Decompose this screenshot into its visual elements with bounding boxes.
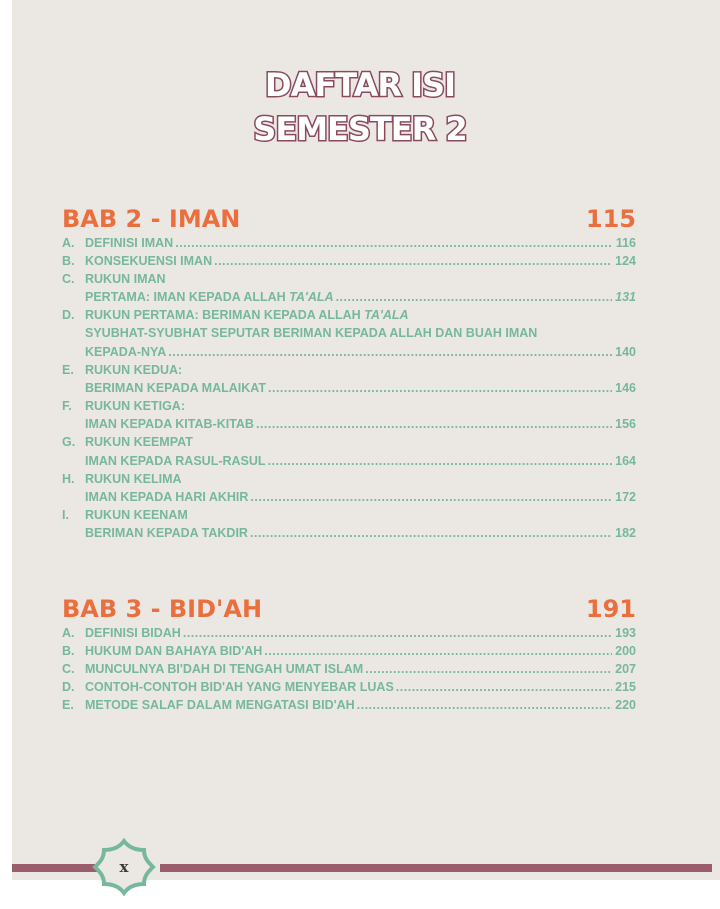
entry-title: RUKUN KEDUA: — [85, 363, 183, 377]
entry-title: RUKUN KETIGA: — [85, 399, 185, 413]
dot-leader — [250, 524, 612, 542]
dot-leader — [396, 678, 612, 696]
entry-title: BERIMAN KEPADA MALAIKAT — [85, 381, 267, 395]
entry-title-italic: TA'ALA — [289, 290, 334, 304]
entry-page: 131 — [615, 290, 636, 304]
entry-page: 215 — [615, 680, 636, 694]
dot-leader — [183, 624, 612, 642]
toc-entry[interactable] — [62, 397, 636, 415]
chapter-heading — [62, 204, 636, 234]
toc-entry[interactable] — [85, 288, 636, 306]
page-title: DAFTAR ISI — [265, 66, 455, 104]
page-number: x — [119, 858, 129, 876]
dot-leader — [268, 379, 612, 397]
entry-title-italic: TA'ALA — [364, 308, 409, 322]
toc-entry[interactable] — [85, 343, 636, 361]
entry-title: RUKUN KEEMPAT — [85, 435, 193, 449]
toc-entry[interactable] — [85, 452, 636, 470]
entry-page: 164 — [615, 454, 636, 468]
entry-page: 156 — [615, 417, 636, 431]
entry-letter: A. — [62, 626, 75, 640]
dot-leader — [175, 234, 613, 252]
entry-title: RUKUN IMAN — [85, 272, 166, 286]
dot-leader — [214, 252, 612, 270]
entry-title-main: RUKUN PERTAMA: BERIMAN KEPADA ALLAH — [85, 308, 361, 322]
entry-letter: E. — [62, 363, 74, 377]
toc-entry[interactable] — [85, 488, 636, 506]
entry-page: 220 — [615, 698, 636, 712]
toc-entry[interactable] — [62, 696, 636, 714]
toc-entry[interactable] — [62, 470, 636, 488]
entry-letter: G. — [62, 435, 76, 449]
entry-page: 146 — [615, 381, 636, 395]
entry-letter: E. — [62, 698, 74, 712]
entry-title: HUKUM DAN BAHAYA BID'AH — [85, 644, 263, 658]
entry-letter: D. — [62, 308, 75, 322]
dot-leader — [357, 696, 613, 714]
chapter-page: 191 — [585, 595, 636, 623]
toc-entry[interactable] — [85, 324, 636, 342]
entry-title: BERIMAN KEPADA TAKDIR — [85, 526, 248, 540]
entry-title: KEPADA-NYA — [85, 345, 167, 359]
entry-letter: B. — [62, 644, 75, 658]
chapter-page: 115 — [585, 205, 636, 233]
entry-page: 200 — [615, 644, 636, 658]
toc-entry[interactable] — [62, 433, 636, 451]
chapter-heading — [62, 594, 636, 624]
entry-letter: I. — [62, 508, 69, 522]
entry-page: 182 — [615, 526, 636, 540]
entry-title: METODE SALAF DALAM MENGATASI BID'AH — [85, 698, 355, 712]
entry-letter: H. — [62, 472, 75, 486]
chapter-title: BAB 3 - BID'AH — [62, 595, 263, 623]
entry-title: RUKUN KEENAM — [85, 508, 188, 522]
entry-title: KONSEKUENSI IMAN — [85, 254, 213, 268]
toc-entry[interactable] — [85, 524, 636, 542]
entry-page: 140 — [615, 345, 636, 359]
toc-entry[interactable] — [62, 270, 636, 288]
toc-entry[interactable] — [85, 379, 636, 397]
chapter-title: BAB 2 - IMAN — [62, 205, 241, 233]
toc-entry[interactable] — [62, 252, 636, 270]
entry-title: SYUBHAT-SYUBHAT SEPUTAR BERIMAN KEPADA ALLAH DAN BUAH IMAN — [85, 326, 538, 340]
dot-leader — [336, 288, 613, 306]
toc-entry[interactable] — [62, 361, 636, 379]
toc-entry[interactable] — [62, 234, 636, 252]
entry-letter: A. — [62, 236, 75, 250]
entry-title: MUNCULNYA BI'DAH DI TENGAH UMAT ISLAM — [85, 662, 364, 676]
entry-title: IMAN KEPADA KITAB-KITAB — [85, 417, 254, 431]
footer-bar-right — [160, 864, 712, 872]
entry-page: 193 — [615, 626, 636, 640]
entry-title: DEFINISI BIDAH — [85, 626, 181, 640]
toc-entry[interactable] — [62, 306, 636, 324]
entry-title — [85, 306, 409, 324]
dot-leader — [264, 642, 612, 660]
dot-leader — [250, 488, 612, 506]
entry-page: 124 — [615, 254, 636, 268]
entry-letter: C. — [62, 272, 75, 286]
toc-entry[interactable] — [62, 678, 636, 696]
entry-title — [85, 288, 334, 306]
dot-leader — [365, 660, 612, 678]
page-number-badge — [92, 838, 156, 896]
entry-title: RUKUN KELIMA — [85, 472, 182, 486]
footer-bar-left — [12, 864, 98, 872]
entry-letter: D. — [62, 680, 75, 694]
entry-title: CONTOH-CONTOH BID'AH YANG MENYEBAR LUAS — [85, 680, 394, 694]
dot-leader — [168, 343, 612, 361]
dot-leader — [256, 415, 612, 433]
page-subtitle: SEMESTER 2 — [253, 110, 467, 148]
entry-letter: F. — [62, 399, 72, 413]
entry-title: IMAN KEPADA HARI AKHIR — [85, 490, 249, 504]
dot-leader — [268, 452, 613, 470]
entry-title: IMAN KEPADA RASUL-RASUL — [85, 454, 266, 468]
entry-title: DEFINISI IMAN — [85, 236, 174, 250]
toc-entry[interactable] — [62, 660, 636, 678]
entry-page: 207 — [615, 662, 636, 676]
entry-page: 116 — [615, 236, 636, 250]
toc-entry[interactable] — [62, 642, 636, 660]
entry-page: 172 — [615, 490, 636, 504]
toc-entry[interactable] — [85, 415, 636, 433]
entry-title-main: PERTAMA: IMAN KEPADA ALLAH — [85, 290, 286, 304]
toc-entry[interactable] — [62, 506, 636, 524]
toc-entry[interactable] — [62, 624, 636, 642]
entry-letter: B. — [62, 254, 75, 268]
entry-letter: C. — [62, 662, 75, 676]
